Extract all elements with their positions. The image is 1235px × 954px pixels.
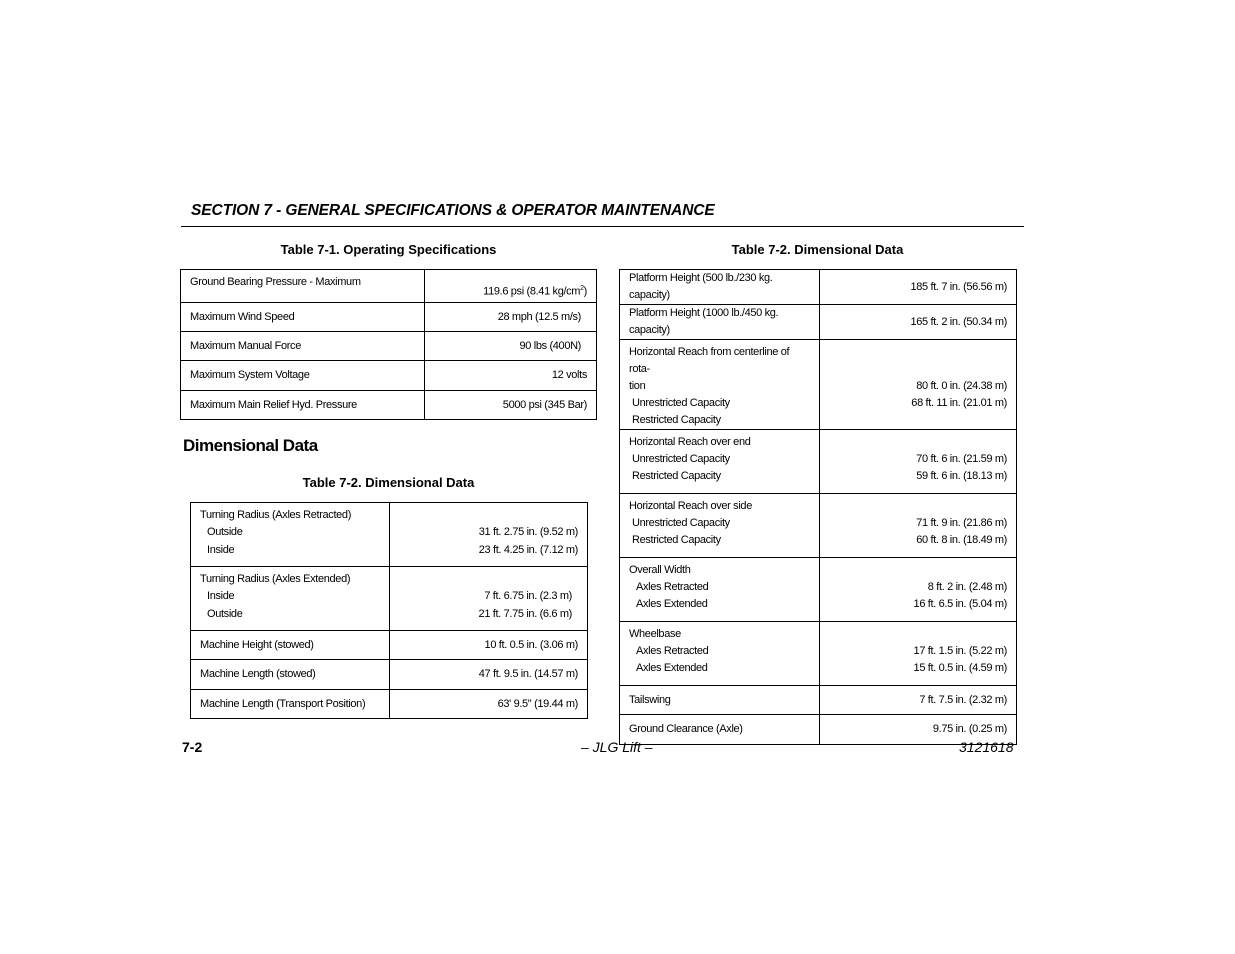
row-label: Platform Height (500 lb./230 kg. capacity) <box>620 270 820 305</box>
row-label: Machine Length (stowed) <box>191 660 390 690</box>
row-label: Wheelbase Axles Retracted Axles Extended <box>620 622 820 686</box>
table-row <box>181 303 597 332</box>
row-label: Tailswing <box>620 686 820 715</box>
row-label: Turning Radius (Axles Extended) Inside Outside <box>191 567 390 631</box>
dimensional-data-table-left <box>190 502 588 719</box>
row-label: Turning Radius (Axles Retracted) Outside Inside <box>191 503 390 567</box>
table-row <box>181 391 597 420</box>
row-value: 185 ft. 7 in. (56.56 m) <box>819 270 1016 305</box>
row-value: 80 ft. 0 in. (24.38 m) 68 ft. 11 in. (21.01 m) <box>819 340 1016 430</box>
row-label: Maximum Wind Speed <box>181 303 425 332</box>
table-row <box>620 494 1017 558</box>
row-label: Overall Width Axles Retracted Axles Extended <box>620 558 820 622</box>
row-value: 63' 9.5" (19.44 m) <box>389 690 587 719</box>
row-value: 70 ft. 6 in. (21.59 m) 59 ft. 6 in. (18.13 m) <box>819 430 1016 494</box>
table-row <box>620 270 1017 305</box>
table-row <box>191 631 588 660</box>
row-value: 47 ft. 9.5 in. (14.57 m) <box>389 660 587 690</box>
table-row <box>620 558 1017 622</box>
dimensional-data-table-right <box>619 269 1017 745</box>
row-label: Maximum Main Relief Hyd. Pressure <box>181 391 425 420</box>
footer-brand: – JLG Lift – <box>581 739 653 755</box>
row-label: Ground Bearing Pressure - Maximum <box>181 270 425 303</box>
table-7-2-caption-left: Table 7-2. Dimensional Data <box>302 475 475 490</box>
row-value: 7 ft. 7.5 in. (2.32 m) <box>819 686 1016 715</box>
row-label: Horizontal Reach over side Unrestricted Capacity Restricted Capacity <box>620 494 820 558</box>
table-row <box>191 660 588 690</box>
table-7-1-caption: Table 7-1. Operating Specifications <box>280 242 497 257</box>
table-row <box>181 270 597 303</box>
row-label: Horizontal Reach over end Unrestricted Capacity Restricted Capacity <box>620 430 820 494</box>
row-value: 119.6 psi (8.41 $kg/cm^2$) <box>425 270 597 303</box>
row-value: 8 ft. 2 in. (2.48 m) 16 ft. 6.5 in. (5.04 m) <box>819 558 1016 622</box>
row-value: 9.75 in. (0.25 m) <box>819 715 1016 745</box>
row-value: 31 ft. 2.75 in. (9.52 m) 23 ft. 4.25 in. (7.12 m) <box>389 503 587 567</box>
row-label: Machine Length (Transport Position) <box>191 690 390 719</box>
row-value: 12 volts <box>425 361 597 391</box>
row-label: Maximum System Voltage <box>181 361 425 391</box>
table-row <box>181 361 597 391</box>
document-number: 3121618 <box>959 739 1014 755</box>
row-value: 5000 psi (345 Bar) <box>425 391 597 420</box>
table-row <box>620 430 1017 494</box>
section-title: SECTION 7 - GENERAL SPECIFICATIONS & OPERATOR MAINTENANCE <box>191 202 715 219</box>
row-value: 17 ft. 1.5 in. (5.22 m) 15 ft. 0.5 in. (4.59 m) <box>819 622 1016 686</box>
row-value: 165 ft. 2 in. (50.34 m) <box>819 305 1016 340</box>
table-row <box>620 715 1017 745</box>
row-value: 90 lbs (400N) <box>425 332 597 361</box>
row-label: Horizontal Reach from centerline of rota- tion Unrestricted Capacity Restricted Capacity <box>620 340 820 430</box>
row-label: Ground Clearance (Axle) <box>620 715 820 745</box>
row-label: Platform Height (1000 lb./450 kg. capacity) <box>620 305 820 340</box>
row-value: 71 ft. 9 in. (21.86 m) 60 ft. 8 in. (18.49 m) <box>819 494 1016 558</box>
table-row <box>620 305 1017 340</box>
table-row <box>191 503 588 567</box>
dimensional-data-heading: Dimensional Data <box>183 436 318 455</box>
row-value: 10 ft. 0.5 in. (3.06 m) <box>389 631 587 660</box>
table-row <box>191 567 588 631</box>
row-value: 7 ft. 6.75 in. (2.3 m) 21 ft. 7.75 in. (6.6 m) <box>389 567 587 631</box>
page-number: 7-2 <box>182 739 203 755</box>
table-row <box>191 690 588 719</box>
row-label: Maximum Manual Force <box>181 332 425 361</box>
row-value: 28 mph (12.5 m/s) <box>425 303 597 332</box>
header-divider <box>181 226 1024 227</box>
row-label: Machine Height (stowed) <box>191 631 390 660</box>
table-row <box>620 622 1017 686</box>
table-row <box>620 686 1017 715</box>
operating-specifications-table <box>180 269 597 420</box>
table-row <box>620 340 1017 430</box>
table-7-2-caption-right: Table 7-2. Dimensional Data <box>731 242 904 257</box>
table-row <box>181 332 597 361</box>
